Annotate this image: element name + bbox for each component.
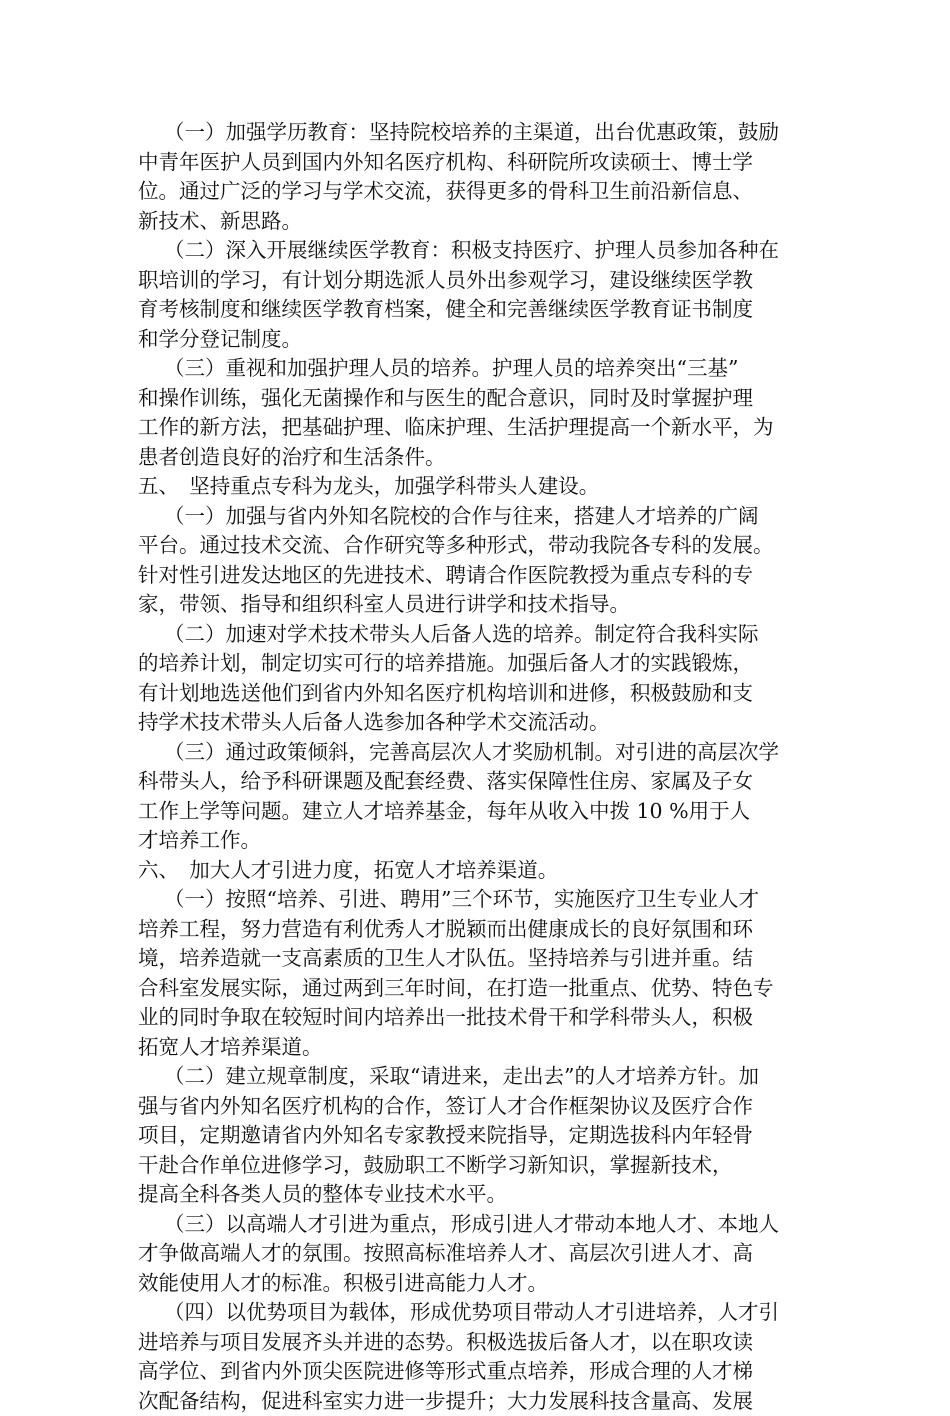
section-heading (138, 856, 814, 886)
text-line: 患者创造良好的治疗和生活条件。 (138, 443, 814, 473)
text-line: 新技术、新思路。 (138, 207, 814, 237)
text-line: 位。通过广泛的学习与学术交流，获得更多的骨科卫生前沿新信息、 (138, 177, 814, 207)
document-page (138, 118, 814, 1416)
text-line: 提高全科各类人员的整体专业技术水平。 (138, 1180, 814, 1210)
text-line: 工作上学等问题。建立人才培养基金，每年从收入中拨 10 %用于人 (138, 797, 814, 827)
text-line: 才争做高端人才的氛围。按照高标准培养人才、高层次引进人才、高 (138, 1239, 814, 1269)
text-line: 六、 加大人才引进力度，拓宽人才培养渠道。 (138, 856, 814, 886)
text-line: 持学术技术带头人后备人选参加各种学术交流活动。 (138, 708, 814, 738)
text-line: 有计划地选送他们到省内外知名医疗机构培训和进修，积极鼓励和支 (138, 679, 814, 709)
text-line: （一）加强与省内外知名院校的合作与往来，搭建人才培养的广阔 (138, 502, 814, 532)
text-line: 职培训的学习，有计划分期选派人员外出参观学习，建设继续医学教 (138, 266, 814, 296)
text-line: 境，培养造就一支高素质的卫生人才队伍。坚持培养与引进并重。结 (138, 944, 814, 974)
section-heading (138, 472, 814, 502)
text-line: （三）通过政策倾斜，完善高层次人才奖励机制。对引进的高层次学 (138, 738, 814, 768)
text-line: 才培养工作。 (138, 826, 814, 856)
text-line: （四）以优势项目为载体，形成优势项目带动人才引进培养，人才引 (138, 1298, 814, 1328)
body-paragraph (138, 885, 814, 1062)
text-line: 的培养计划，制定切实可行的培养措施。加强后备人才的实践锻炼， (138, 649, 814, 679)
body-paragraph (138, 1062, 814, 1210)
body-paragraph (138, 118, 814, 236)
body-paragraph (138, 1210, 814, 1299)
text-line: 科带头人，给予科研课题及配套经费、落实保障性住房、家属及子女 (138, 767, 814, 797)
text-line: （三）重视和加强护理人员的培养。护理人员的培养突出“三基” (138, 354, 814, 384)
body-paragraph (138, 620, 814, 738)
text-line: 五、 坚持重点专科为龙头，加强学科带头人建设。 (138, 472, 814, 502)
text-line: 中青年医护人员到国内外知名医疗机构、科研院所攻读硕士、博士学 (138, 148, 814, 178)
text-line: 项目，定期邀请省内外知名专家教授来院指导，定期选拔科内年轻骨 (138, 1121, 814, 1151)
text-line: 干赴合作单位进修学习，鼓励职工不断学习新知识，掌握新技术， (138, 1151, 814, 1181)
text-line: 拓宽人才培养渠道。 (138, 1033, 814, 1063)
text-line: 家，带领、指导和组织科室人员进行讲学和技术指导。 (138, 590, 814, 620)
text-line: 针对性引进发达地区的先进技术、聘请合作医院教授为重点专科的专 (138, 561, 814, 591)
text-line: 合科室发展实际，通过两到三年时间，在打造一批重点、优势、特色专 (138, 974, 814, 1004)
body-paragraph (138, 354, 814, 472)
text-line: 进培养与项目发展齐头并进的态势。积极选拔后备人才，以在职攻读 (138, 1328, 814, 1358)
body-paragraph (138, 502, 814, 620)
body-paragraph (138, 738, 814, 856)
text-line: 平台。通过技术交流、合作研究等多种形式，带动我院各专科的发展。 (138, 531, 814, 561)
text-line: （三）以高端人才引进为重点，形成引进人才带动本地人才、本地人 (138, 1210, 814, 1240)
text-line: 和操作训练，强化无菌操作和与医生的配合意识，同时及时掌握护理 (138, 384, 814, 414)
text-line: （一）按照“培养、引进、聘用”三个环节，实施医疗卫生专业人才 (138, 885, 814, 915)
text-line: （二）深入开展继续医学教育：积极支持医疗、护理人员参加各种在 (138, 236, 814, 266)
text-line: （二）加速对学术技术带头人后备人选的培养。制定符合我科实际 (138, 620, 814, 650)
text-line: （一）加强学历教育：坚持院校培养的主渠道，出台优惠政策，鼓励 (138, 118, 814, 148)
text-line: 高学位、到省内外顶尖医院进修等形式重点培养，形成合理的人才梯 (138, 1357, 814, 1387)
text-line: 育考核制度和继续医学教育档案，健全和完善继续医学教育证书制度 (138, 295, 814, 325)
body-paragraph (138, 1298, 814, 1416)
text-line: （二）建立规章制度，采取“请进来，走出去”的人才培养方针。加 (138, 1062, 814, 1092)
body-paragraph (138, 236, 814, 354)
text-line: 次配备结构，促进科室实力进一步提升；大力发展科技含量高、发展 (138, 1387, 814, 1416)
text-line: 强与省内外知名医疗机构的合作，签订人才合作框架协议及医疗合作 (138, 1092, 814, 1122)
text-line: 和学分登记制度。 (138, 325, 814, 355)
text-line: 工作的新方法，把基础护理、临床护理、生活护理提高一个新水平，为 (138, 413, 814, 443)
text-line: 业的同时争取在较短时间内培养出一批技术骨干和学科带头人，积极 (138, 1003, 814, 1033)
text-line: 效能使用人才的标准。积极引进高能力人才。 (138, 1269, 814, 1299)
text-line: 培养工程，努力营造有利优秀人才脱颖而出健康成长的良好氛围和环 (138, 915, 814, 945)
